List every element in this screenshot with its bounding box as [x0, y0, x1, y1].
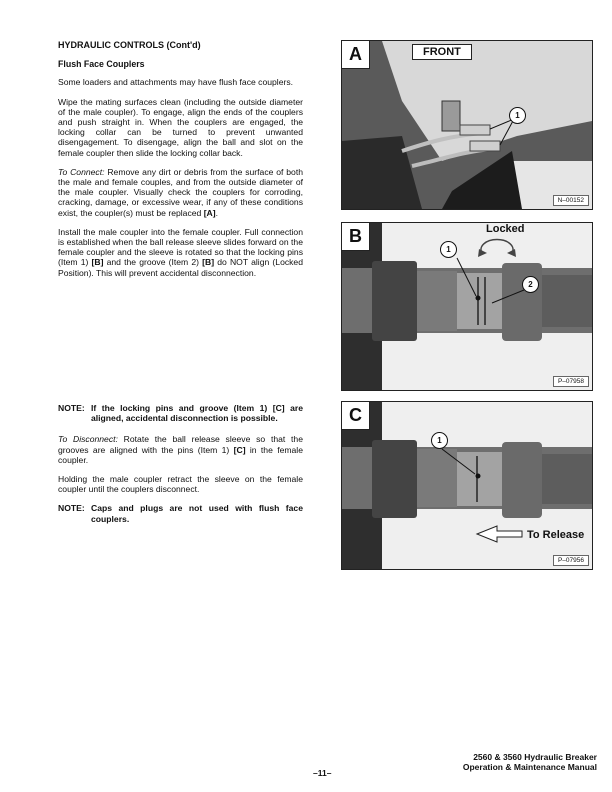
- figure-c-code: P–07956: [553, 555, 589, 566]
- install-text-2: and the groove (Item 2): [103, 257, 203, 268]
- hold-paragraph: Holding the male coupler retract the sleeve on the female coupler until the couplers disconnect.: [58, 474, 303, 495]
- install-figure-ref-2: [B]: [202, 257, 215, 268]
- figure-b-letter: B: [342, 223, 370, 251]
- disconnect-end: in the female coupler.: [58, 444, 304, 465]
- disconnect-figure-ref: [C]: [233, 444, 246, 455]
- figure-c: [341, 401, 593, 570]
- connect-paragraph: [58, 167, 303, 218]
- connect-end: .: [215, 207, 219, 218]
- figure-a-code: N–00152: [553, 195, 589, 206]
- figure-a-photo: [342, 41, 592, 209]
- connect-figure-ref: [A]: [203, 207, 216, 218]
- note-label: NOTE:: [58, 503, 85, 514]
- figure-a: [341, 40, 593, 210]
- figure-b-label: Locked: [486, 223, 525, 235]
- note-text: If the locking pins and groove (Item 1) [C] are aligned, accidental disconnection is possible.: [91, 403, 303, 424]
- figure-b-photo: [342, 223, 592, 390]
- figure-c-photo: [342, 402, 592, 569]
- section-title: HYDRAULIC CONTROLS (Cont'd): [58, 40, 201, 50]
- figure-a-letter: A: [342, 41, 370, 69]
- footer-title-line-2: Operation & Maintenance Manual: [462, 762, 597, 772]
- connect-label: To Connect:: [58, 166, 105, 177]
- footer-title-line-1: 2560 & 3560 Hydraulic Breaker: [473, 752, 597, 762]
- note-text: Caps and plugs are not used with flush face couplers.: [91, 503, 303, 524]
- subsection-title: Flush Face Couplers: [58, 59, 145, 70]
- lower-text-column: [58, 403, 303, 535]
- figure-c-callout-1: 1: [431, 432, 448, 449]
- figure-b-code: P–07958: [553, 376, 589, 387]
- figure-b: [341, 222, 593, 391]
- figure-c-label: To Release: [527, 529, 585, 541]
- page-number: –11–: [313, 768, 332, 778]
- disconnect-text: Rotate the ball release sleeve so that the grooves are aligned with the pins (Item 1): [58, 434, 303, 455]
- install-figure-ref-1: [B]: [91, 257, 104, 268]
- install-paragraph: [58, 227, 303, 278]
- note-caps: [58, 503, 303, 523]
- main-text-column: [58, 40, 303, 287]
- figure-a-label: FRONT: [412, 44, 472, 60]
- connect-text: Remove any dirt or debris from the surface of both the male and female couples, and from the outside diameter of the male coupler. Visually check the couplers for corroding, cracking, damage, or excessive wear, if any of these conditions exist, the coupler(s) must be replaced: [58, 166, 303, 218]
- figure-a-callout-1: 1: [509, 107, 526, 124]
- intro-paragraph: Some loaders and attachments may have flush face couplers.: [58, 77, 294, 88]
- footer-title: [463, 752, 597, 772]
- install-text-1: Install the male coupler into the female coupler. Full connection is established when the ball release sleeve slides forward on the female coupler and the sleeve is rotated so that the locking pins (Item 1): [58, 226, 303, 268]
- note-label: NOTE:: [58, 403, 85, 413]
- install-text-3: do NOT align (Locked Position). This will prevent accidental disconnection.: [58, 257, 303, 278]
- figure-b-callout-2: 2: [522, 276, 539, 293]
- wipe-paragraph: Wipe the mating surfaces clean (including the outside diameter of the male coupler). To engage, align the ends of the couplers and push straight in. When the couplers are engaged, the locking collar can be turned to prevent unwanted disengagement. To disengage, align the ball and slot on the female coupler then slide the locking collar back.: [58, 96, 303, 158]
- figure-c-letter: C: [342, 402, 370, 430]
- disconnect-paragraph: [58, 434, 303, 465]
- disconnect-label: To Disconnect:: [58, 434, 118, 445]
- figure-b-callout-1: 1: [440, 241, 457, 258]
- note-aligned: [58, 403, 303, 423]
